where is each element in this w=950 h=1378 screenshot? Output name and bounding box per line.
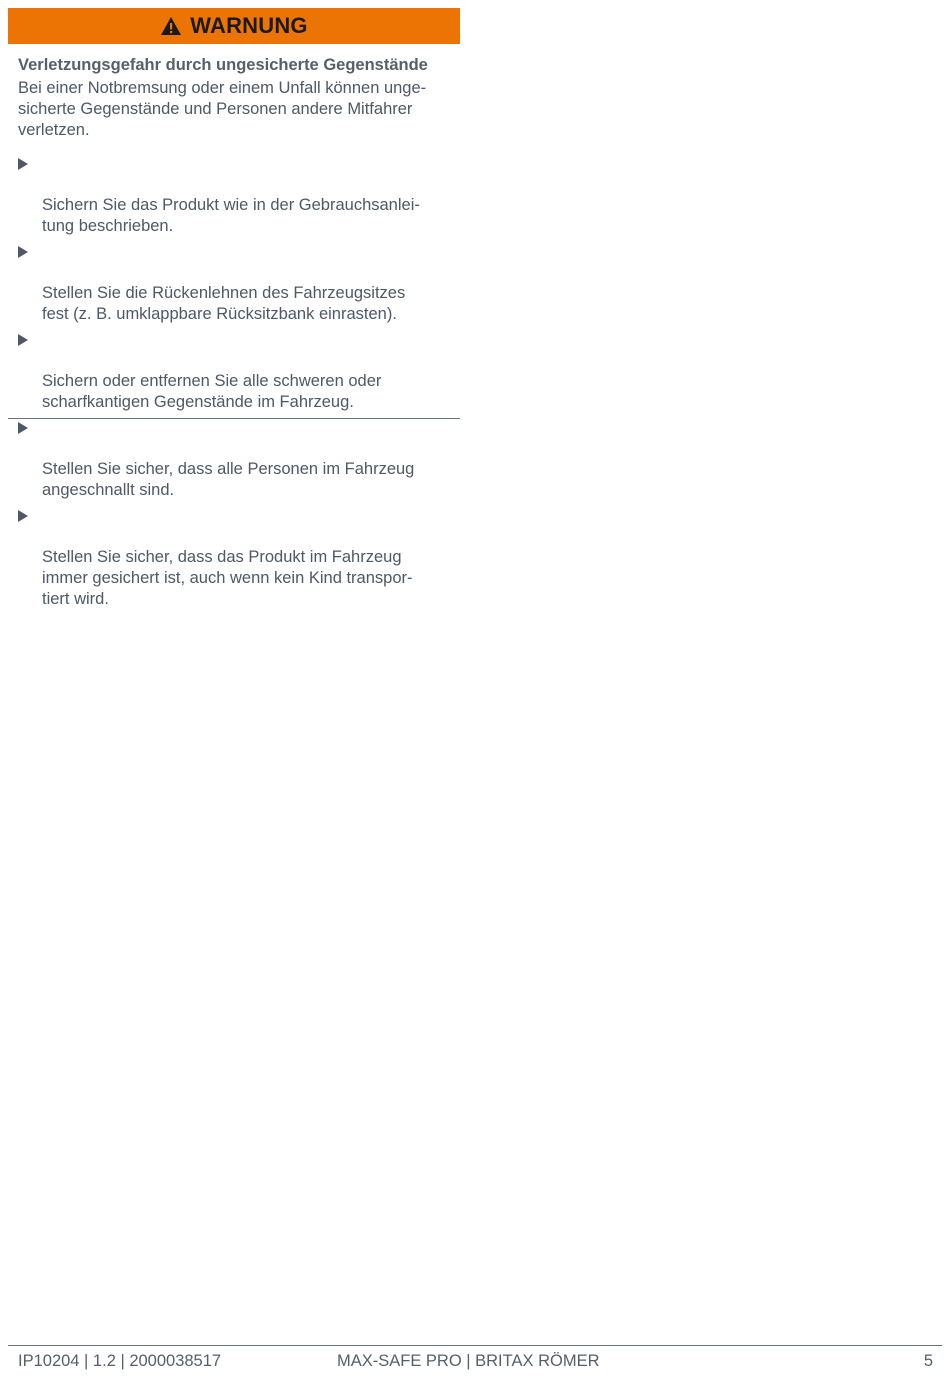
page-footer xyxy=(18,1350,933,1372)
footer-document-reference: IP10204 | 1.2 | 2000038517 xyxy=(18,1352,222,1370)
footer-divider xyxy=(8,1345,942,1346)
instruction-item xyxy=(8,417,460,501)
instruction-item xyxy=(8,241,460,325)
warning-box xyxy=(8,8,460,614)
instruction-text: Stellen Sie sicher, dass alle Personen im Fahrzeug angeschnallt sind. xyxy=(42,460,415,499)
warning-intro: Bei einer Notbremsung oder einem Unfall können unge- sicherte Gegenstände und Personen andere Mitfahrer verletzen. xyxy=(18,79,427,139)
instruction-text: Stellen Sie sicher, dass das Produkt im Fahrzeug immer gesichert ist, auch wenn kein Kind transpor- tiert wird. xyxy=(42,548,413,608)
warning-header xyxy=(8,8,460,44)
instruction-item xyxy=(8,153,460,237)
warning-label: WARNUNG xyxy=(190,13,308,38)
triangle-bullet-icon xyxy=(18,246,28,258)
instruction-list xyxy=(8,153,460,610)
triangle-bullet-icon xyxy=(18,422,28,434)
warning-triangle-icon xyxy=(160,16,182,36)
instruction-text: Sichern oder entfernen Sie alle schweren oder scharfkantigen Gegenstände im Fahrzeug. xyxy=(42,372,382,411)
page-number: 5 xyxy=(923,1352,933,1370)
instruction-item xyxy=(8,329,460,413)
instruction-text: Stellen Sie die Rückenlehnen des Fahrzeugsitzes fest (z. B. umklappbare Rücksitzbank einrasten). xyxy=(42,284,406,323)
triangle-bullet-icon xyxy=(18,510,28,522)
warning-title: Verletzungsgefahr durch ungesicherte Gegenstände xyxy=(18,56,428,74)
triangle-bullet-icon xyxy=(18,334,28,346)
triangle-bullet-icon xyxy=(18,158,28,170)
instruction-item xyxy=(8,505,460,610)
warning-bottom-divider xyxy=(8,418,460,419)
footer-product-name: MAX-SAFE PRO | BRITAX RÖMER xyxy=(337,1352,600,1370)
instruction-text: Sichern Sie das Produkt wie in der Gebrauchsanlei- tung beschrieben. xyxy=(42,196,420,235)
